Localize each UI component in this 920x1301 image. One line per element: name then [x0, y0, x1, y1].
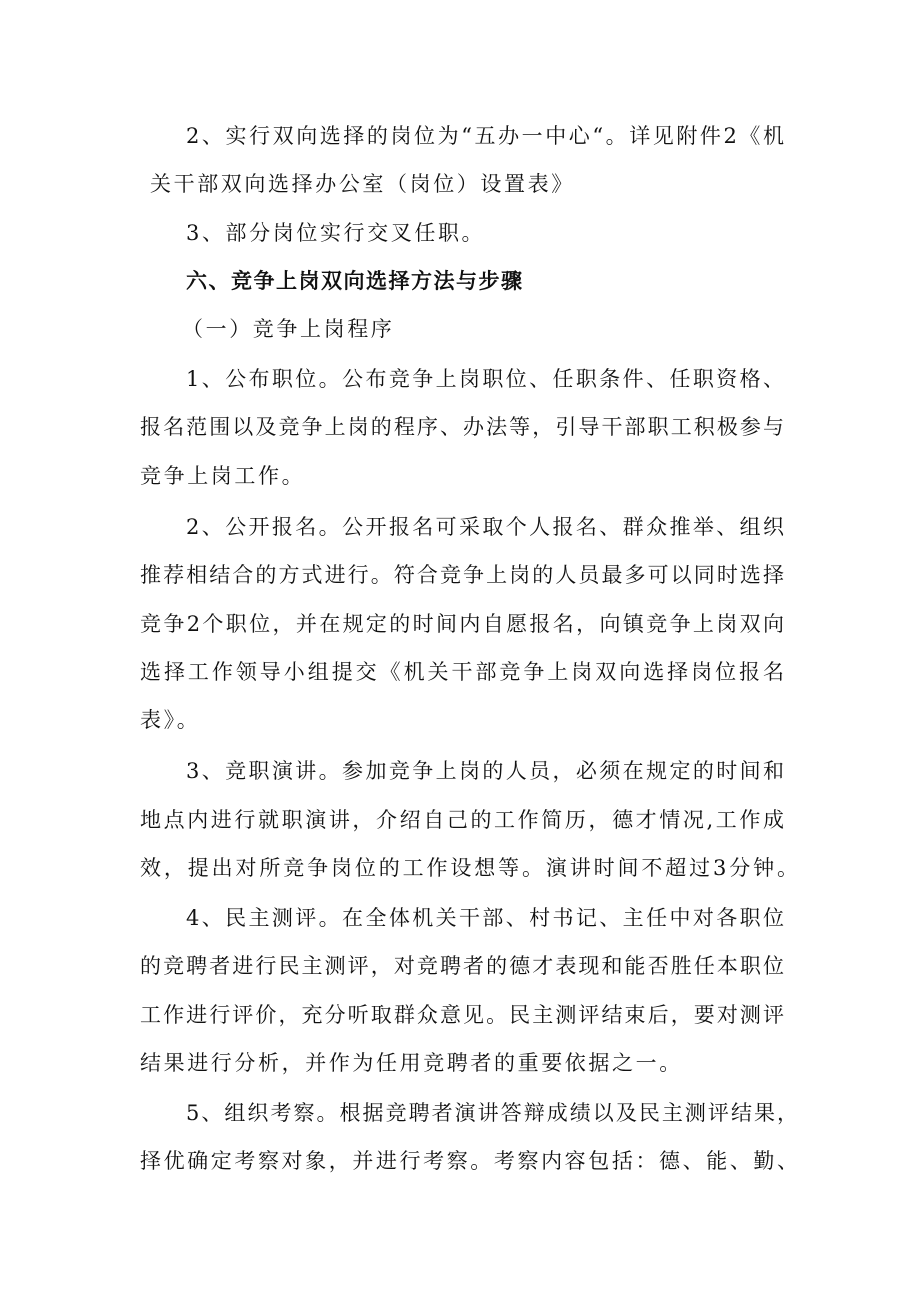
- paragraph-evaluation-line-3: 工作进行评价，充分听取群众意见。民主测评结束后，要对测评: [140, 1003, 784, 1027]
- paragraph-register-line-5: 表》。: [140, 708, 201, 732]
- paragraph-cross-posts: 3、部分岗位实行交叉任职。: [186, 221, 486, 245]
- subsection-heading-procedure: （一）竞争上岗程序: [182, 317, 395, 341]
- paragraph-evaluation-line-2: 的竞聘者进行民主测评，对竞聘者的德才表现和能否胜任本职位: [140, 954, 784, 978]
- paragraph-register-line-4: 选择工作领导小组提交《机关干部竞争上岗双向选择岗位报名: [140, 660, 784, 684]
- paragraph-positions-line-2: 关干部双向选择办公室（岗位）设置表》: [150, 172, 575, 196]
- section-heading-six: 六、竞争上岗双向选择方法与步骤: [186, 269, 524, 293]
- paragraph-register-line-2: 推荐相结合的方式进行。符合竞争上岗的人员最多可以同时选择: [140, 563, 784, 587]
- paragraph-inspection-line-1: 5、组织考察。根据竞聘者演讲答辩成绩以及民主测评结果，: [186, 1101, 798, 1125]
- paragraph-speech-line-3: 效，提出对所竞争岗位的工作设想等。演讲时间不超过3分钟。: [140, 856, 798, 880]
- paragraph-inspection-line-2: 择优确定考察对象，并进行考察。考察内容包括：德、能、勤、: [140, 1149, 798, 1173]
- paragraph-register-line-3: 竞争2个职位，并在规定的时间内自愿报名，向镇竞争上岗双向: [140, 612, 784, 636]
- paragraph-register-line-1: 2、公开报名。公开报名可采取个人报名、群众推举、组织: [186, 515, 784, 539]
- paragraph-publish-line-2: 报名范围以及竞争上岗的程序、办法等，引导干部职工积极参与: [140, 415, 784, 439]
- paragraph-speech-line-1: 3、竞职演讲。参加竞争上岗的人员，必须在规定的时间和: [186, 759, 784, 783]
- paragraph-evaluation-line-1: 4、民主测评。在全体机关干部、村书记、主任中对各职位: [186, 906, 784, 930]
- paragraph-positions-line-1: 2、实行双向选择的岗位为“五办一中心“。详见附件2《机: [186, 124, 784, 148]
- paragraph-evaluation-line-4: 结果进行分析，并作为任用竞聘者的重要依据之一。: [140, 1051, 683, 1075]
- paragraph-speech-line-2: 地点内进行就职演讲，介绍自己的工作简历，德才情况,工作成: [140, 808, 784, 832]
- paragraph-publish-line-1: 1、公布职位。公布竞争上岗职位、任职条件、任职资格、: [186, 367, 784, 391]
- paragraph-publish-line-3: 竞争上岗工作。: [140, 464, 306, 488]
